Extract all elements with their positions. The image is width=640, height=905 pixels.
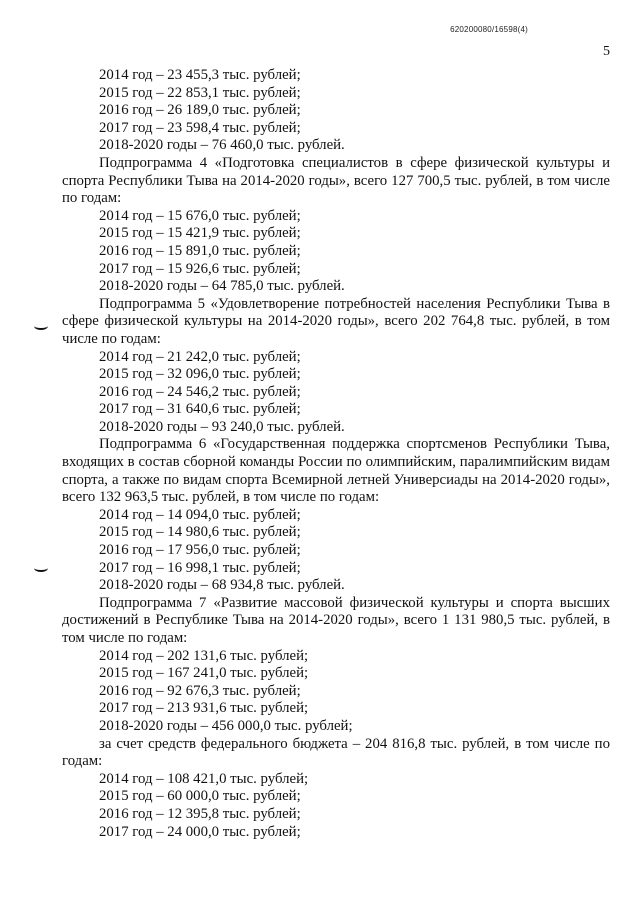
- year-line: 2016 год – 17 956,0 тыс. рублей;: [99, 542, 301, 559]
- subprogram-4-paragraph: Подпрограмма 4 «Подготовка специалистов в сфере физической культуры и спорта Республики Тыва на 2014-2020 годы», всего 127 700,5 тыс. рублей, в том числе по годам:: [62, 154, 610, 207]
- year-line: 2018-2020 годы – 456 000,0 тыс. рублей;: [99, 717, 353, 734]
- year-line: 2018-2020 годы – 64 785,0 тыс. рублей.: [99, 278, 345, 295]
- year-line: 2017 год – 23 598,4 тыс. рублей;: [99, 119, 301, 136]
- year-line: 2017 год – 16 998,1 тыс. рублей;: [99, 559, 301, 576]
- document-id: 620200080/16598(4): [450, 25, 528, 34]
- year-line: 2017 год – 15 926,6 тыс. рублей;: [99, 260, 301, 277]
- year-line: 2017 год – 31 640,6 тыс. рублей;: [99, 401, 301, 418]
- year-line: 2015 год – 60 000,0 тыс. рублей;: [99, 788, 301, 805]
- year-line: 2014 год – 202 131,6 тыс. рублей;: [99, 647, 309, 664]
- subprogram-5-paragraph: Подпрограмма 5 «Удовлетворение потребностей населения Республики Тыва в сфере физической культуры на 2014-2020 годы», всего 202 764,8 тыс. рублей, в том числе по годам:: [62, 295, 610, 347]
- margin-mark-1: [34, 322, 48, 330]
- page-number: 5: [603, 44, 610, 59]
- year-line: 2017 год – 24 000,0 тыс. рублей;: [99, 823, 301, 840]
- year-line: 2018-2020 годы – 93 240,0 тыс. рублей.: [99, 418, 345, 435]
- year-line: 2016 год – 15 891,0 тыс. рублей;: [99, 242, 301, 259]
- year-line: 2018-2020 годы – 76 460,0 тыс. рублей.: [99, 137, 345, 154]
- year-line: 2018-2020 годы – 68 934,8 тыс. рублей.: [99, 577, 345, 594]
- year-line: 2014 год – 21 242,0 тыс. рублей;: [99, 348, 301, 365]
- federal-budget-paragraph: за счет средств федерального бюджета – 204 816,8 тыс. рублей, в том числе по годам:: [62, 735, 610, 770]
- year-line: 2017 год – 213 931,6 тыс. рублей;: [99, 700, 309, 717]
- document-body: [62, 67, 610, 841]
- year-line: 2015 год – 167 241,0 тыс. рублей;: [99, 665, 309, 682]
- year-line: 2014 год – 15 676,0 тыс. рублей;: [99, 207, 301, 224]
- subprogram-6-paragraph: Подпрограмма 6 «Государственная поддержка спортсменов Республики Тыва, входящих в состав сборной команды России по олимпийским, паралимпийским видам спорта, а также по видам спорта Всемирной летней Универсиады на 2014-2020 годы», всего 132 963,5 тыс. рублей, в том числе по годам:: [62, 436, 610, 506]
- year-line: 2015 год – 22 853,1 тыс. рублей;: [99, 84, 301, 101]
- margin-mark-2: [34, 564, 48, 572]
- year-line: 2015 год – 15 421,9 тыс. рублей;: [99, 225, 301, 242]
- year-line: 2016 год – 12 395,8 тыс. рублей;: [99, 805, 301, 822]
- year-line: 2015 год – 14 980,6 тыс. рублей;: [99, 524, 301, 541]
- subprogram-7-paragraph: Подпрограмма 7 «Развитие массовой физической культуры и спорта высших достижений в Республике Тыва на 2014-2020 годы», всего 1 131 980,5 тыс. рублей, в том числе по годам:: [62, 594, 610, 646]
- year-line: 2016 год – 92 676,3 тыс. рублей;: [99, 682, 301, 699]
- year-line: 2015 год – 32 096,0 тыс. рублей;: [99, 366, 301, 383]
- year-line: 2016 год – 26 189,0 тыс. рублей;: [99, 102, 301, 119]
- year-line: 2014 год – 23 455,3 тыс. рублей;: [99, 67, 301, 83]
- year-line: 2014 год – 108 421,0 тыс. рублей;: [99, 770, 309, 787]
- year-line: 2014 год – 14 094,0 тыс. рублей;: [99, 506, 301, 523]
- year-line: 2016 год – 24 546,2 тыс. рублей;: [99, 383, 301, 400]
